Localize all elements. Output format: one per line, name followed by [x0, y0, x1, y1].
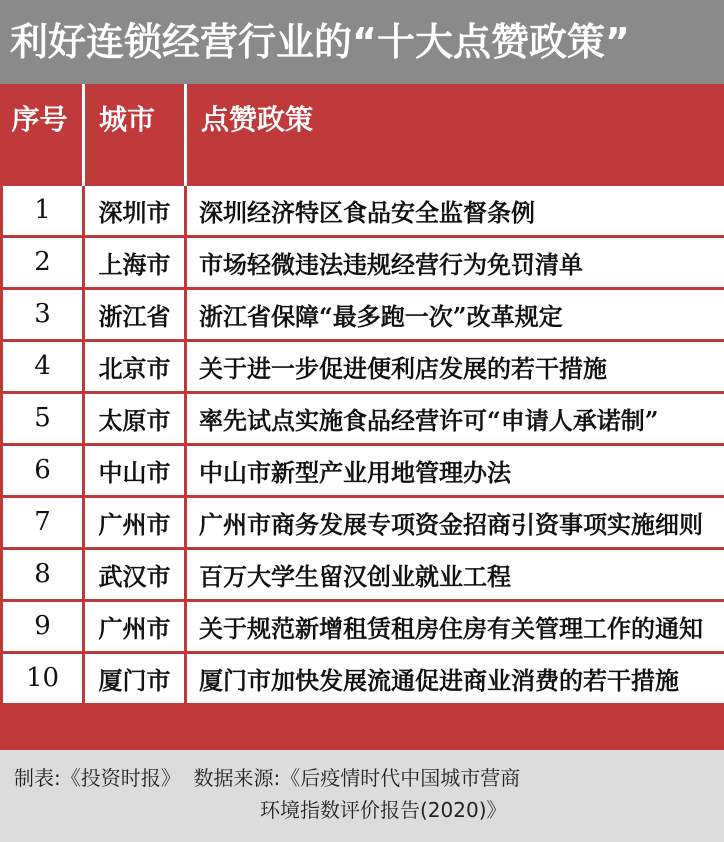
row-number: 7 — [2, 496, 84, 548]
row-policy: 中山市新型产业用地管理办法 — [186, 444, 724, 496]
row-policy: 广州市商务发展专项资金招商引资事项实施细则 — [186, 496, 724, 548]
row-city: 北京市 — [84, 340, 186, 392]
footer-line-1 — [14, 762, 724, 794]
table-header — [2, 84, 724, 184]
table-row — [2, 652, 724, 704]
table-row — [2, 340, 724, 392]
row-city: 厦门市 — [84, 652, 186, 704]
table-row — [2, 444, 724, 496]
row-number: 9 — [2, 600, 84, 652]
row-city: 深圳市 — [84, 184, 186, 236]
table-row — [2, 184, 724, 236]
footer-credits — [0, 750, 724, 842]
row-policy: 关于进一步促进便利店发展的若干措施 — [186, 340, 724, 392]
row-policy: 深圳经济特区食品安全监督条例 — [186, 184, 724, 236]
policy-table — [0, 84, 724, 706]
row-number: 10 — [2, 652, 84, 704]
policy-table-container — [0, 84, 724, 750]
table-row — [2, 600, 724, 652]
row-policy: 率先试点实施食品经营许可“申请人承诺制” — [186, 392, 724, 444]
row-policy: 浙江省保障“最多跑一次”改革规定 — [186, 288, 724, 340]
row-city: 浙江省 — [84, 288, 186, 340]
footer-source: 数据来源:《后疫情时代中国城市营商 — [193, 766, 521, 790]
row-number: 1 — [2, 184, 84, 236]
footer-maker: 制表:《投资时报》 — [14, 766, 181, 790]
row-city: 上海市 — [84, 236, 186, 288]
row-policy: 厦门市加快发展流通促进商业消费的若干措施 — [186, 652, 724, 704]
row-city: 中山市 — [84, 444, 186, 496]
row-policy: 百万大学生留汉创业就业工程 — [186, 548, 724, 600]
header-number: 序号 — [2, 84, 84, 184]
table-body — [2, 184, 724, 704]
row-number: 5 — [2, 392, 84, 444]
table-row — [2, 288, 724, 340]
footer-source-continuation: 环境指数评价报告(2020)》 — [260, 798, 507, 822]
row-number: 2 — [2, 236, 84, 288]
row-city: 太原市 — [84, 392, 186, 444]
row-number: 4 — [2, 340, 84, 392]
row-city: 广州市 — [84, 600, 186, 652]
row-city: 武汉市 — [84, 548, 186, 600]
table-row — [2, 392, 724, 444]
row-policy: 关于规范新增租赁租房住房有关管理工作的通知 — [186, 600, 724, 652]
row-number: 6 — [2, 444, 84, 496]
row-number: 3 — [2, 288, 84, 340]
table-row — [2, 236, 724, 288]
header-policy: 点赞政策 — [186, 84, 724, 184]
row-city: 广州市 — [84, 496, 186, 548]
table-row — [2, 496, 724, 548]
header-city: 城市 — [84, 84, 186, 184]
row-number: 8 — [2, 548, 84, 600]
row-policy: 市场轻微违法违规经营行为免罚清单 — [186, 236, 724, 288]
page-title: 利好连锁经营行业的“十大点赞政策” — [0, 0, 724, 84]
table-row — [2, 548, 724, 600]
